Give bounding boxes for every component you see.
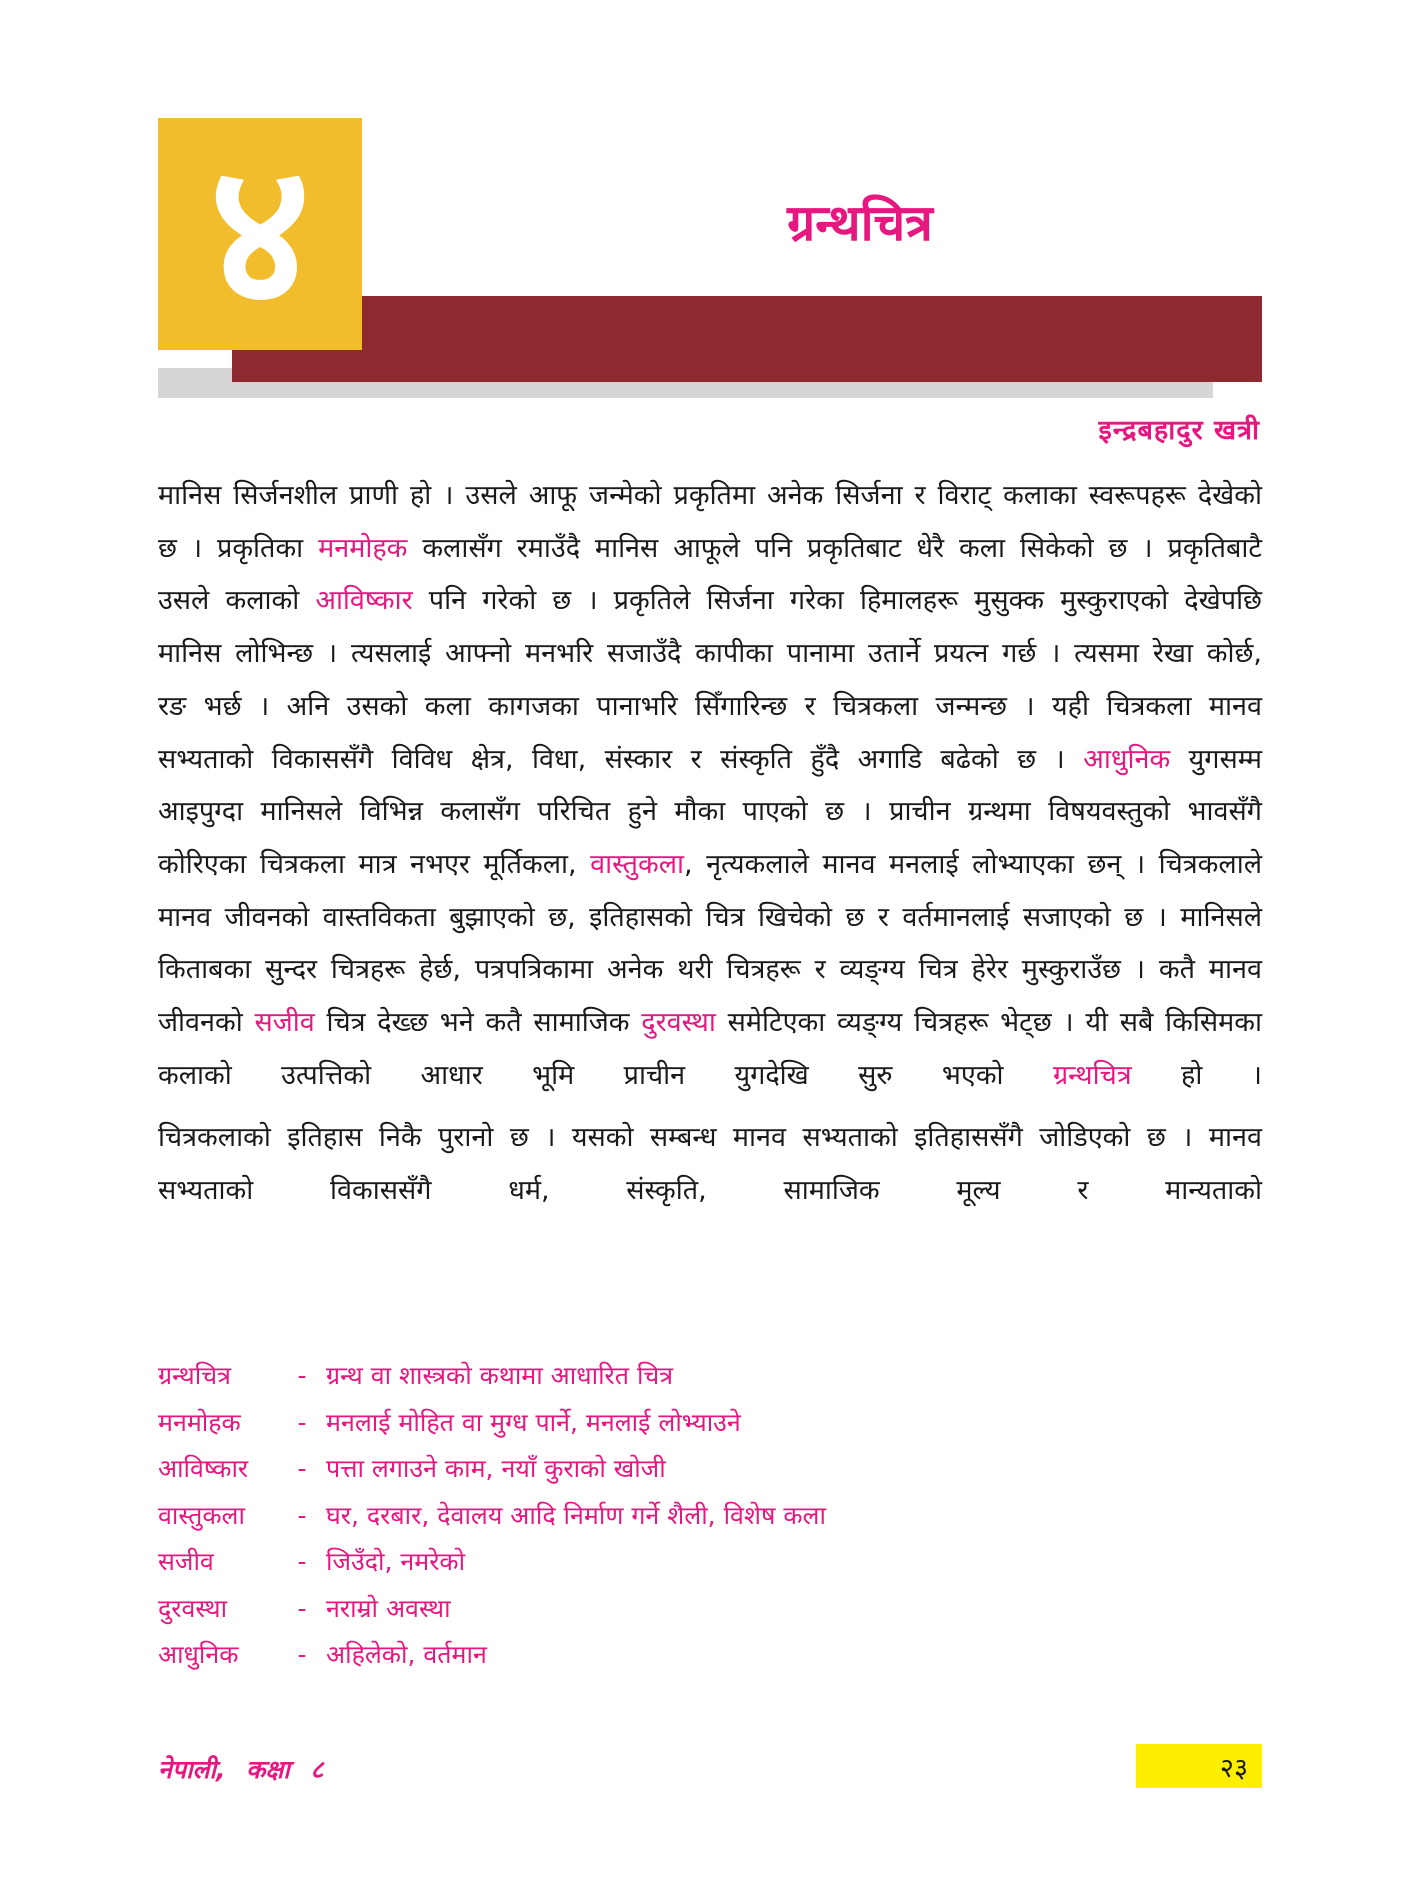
glossary-row [158, 1591, 1058, 1638]
glossary-term: आविष्कार [158, 1454, 249, 1483]
page-number: २३ [1136, 1744, 1262, 1788]
chapter-title: ग्रन्थचित्र [787, 194, 933, 252]
glossary-definition: नराम्रो अवस्था [326, 1593, 451, 1623]
glossary-term: आधुनिक [158, 1640, 239, 1669]
text-run: युगसम्म आइपुग्दा मानिसले विभिन्न कलासँग परिचित हुने मौका पाएको छ । प्राचीन ग्रन्थमा विषयवस्तुको भावसँगै कोरिएका चित्रकला मात्र नभएर मूर्तिकला, [158, 743, 1262, 880]
highlighted-word: वास्तुकला [590, 848, 684, 880]
glossary-definition: अहिलेको, वर्तमान [326, 1640, 487, 1669]
glossary-dash: - [297, 1454, 307, 1483]
author-name: इन्द्रबहादुर खत्री [1098, 415, 1260, 446]
text-run: समेटिएका व्यङ्ग्य चित्रहरू भेट्छ । यी सबै किसिमका कलाको उत्पत्तिको आधार भूमि प्राचीन युगदेखि सुरु भएको [158, 1007, 1263, 1091]
glossary-dash: - [297, 1593, 307, 1623]
glossary-dash: - [297, 1407, 307, 1437]
glossary-row [158, 1405, 1058, 1452]
highlighted-word: आविष्कार [315, 585, 413, 617]
glossary-dash: - [297, 1361, 307, 1390]
glossary-dash: - [297, 1547, 307, 1576]
highlighted-word: आधुनिक [1083, 743, 1171, 775]
glossary-definition: पत्ता लगाउने काम, नयाँ कुराको खोजी [326, 1454, 666, 1483]
glossary-dash: - [297, 1500, 307, 1530]
glossary-dash: - [297, 1640, 307, 1669]
highlighted-word: दुरवस्था [641, 1007, 716, 1039]
text-run: पनि गरेको छ । प्रकृतिले सिर्जना गरेका हिमालहरू मुसुक्क मुस्कुराएको देखेपछि मानिस लोभिन्छ । त्यसलाई आफ्नो मनभरि सजाउँदै कापीका पानामा उतार्ने प्रयत्न गर्छ । त्यसमा रेखा कोर्छ, रङ भर्छ । अनि उसको कला कागजका पानाभरि सिँगारिन्छ र चित्रकला जन्मन्छ । यही चित्रकला मानव सभ्यताको विकाससँगै विविध क्षेत्र, विधा, संस्कार र संस्कृति हुँदै अगाडि बढेको छ । [158, 585, 1262, 775]
highlighted-word: ग्रन्थचित्र [1052, 1059, 1132, 1091]
glossary-row [158, 1544, 1058, 1591]
text-run: चित्रकलाको इतिहास निकै पुरानो छ । यसको सम्बन्ध मानव सभ्यताको इतिहाससँगै जोडिएको छ । मानव सभ्यताको विकाससँगै धर्म, संस्कृति, सामाजिक मूल्य र मान्यताको [158, 1122, 1262, 1207]
header-title-bar [232, 296, 1262, 382]
glossary-term: मनमोहक [158, 1407, 241, 1437]
text-run: हो । [1131, 1059, 1262, 1091]
text-run: कलासँग रमाउँदै मानिस आफूले पनि प्रकृतिबाट धेरै कला सिकेको छ । प्रकृतिबाटै उसले कलाको [158, 532, 1262, 617]
text-run: चित्र देख्छ भने कतै सामाजिक [314, 1007, 642, 1039]
paragraph [158, 1112, 1262, 1217]
glossary-definition: घर, दरबार, देवालय आदि निर्माण गर्ने शैली, विशेष कला [326, 1500, 826, 1530]
glossary-term: ग्रन्थचित्र [158, 1361, 231, 1390]
glossary-definition: जिउँदो, नमरेको [326, 1547, 466, 1576]
text-run: मानिस सिर्जनशील प्राणी हो । उसले आफू जन्मेको प्रकृतिमा अनेक सिर्जना र विराट् कलाका स्वरूपहरू देखेको छ । प्रकृतिका [158, 480, 1262, 564]
highlighted-word: मनमोहक [318, 532, 408, 564]
glossary-term: दुरवस्था [158, 1593, 228, 1623]
glossary-term: सजीव [158, 1547, 214, 1576]
footer-subject: नेपाली, कक्षा ८ [158, 1755, 324, 1784]
highlighted-word: सजीव [254, 1007, 315, 1039]
glossary-row [158, 1358, 1058, 1405]
glossary-row [158, 1637, 1058, 1684]
chapter-number: ४ [158, 118, 362, 350]
text-run: , नृत्यकलाले मानव मनलाई लोभ्याएका छन् । चित्रकलाले मानव जीवनको वास्तविकता बुझाएको छ, इतिहासको चित्र खिचेको छ र वर्तमानलाई सजाएको छ । मानिसले किताबका सुन्दर चित्रहरू हेर्छ, पत्रपत्रिकामा अनेक थरी चित्रहरू र व्यङ्ग्य चित्र हेरेर मुस्कुराउँछ । कतै मानव जीवनको [158, 848, 1262, 1039]
glossary-row [158, 1451, 1058, 1498]
glossary-term: वास्तुकला [158, 1500, 245, 1530]
glossary-definition: ग्रन्थ वा शास्त्रको कथामा आधारित चित्र [326, 1361, 674, 1390]
glossary-row [158, 1498, 1058, 1545]
body-text [158, 470, 1262, 1218]
paragraph [158, 470, 1262, 1102]
glossary [158, 1358, 1058, 1684]
glossary-definition: मनलाई मोहित वा मुग्ध पार्ने, मनलाई लोभ्याउने [326, 1407, 741, 1437]
